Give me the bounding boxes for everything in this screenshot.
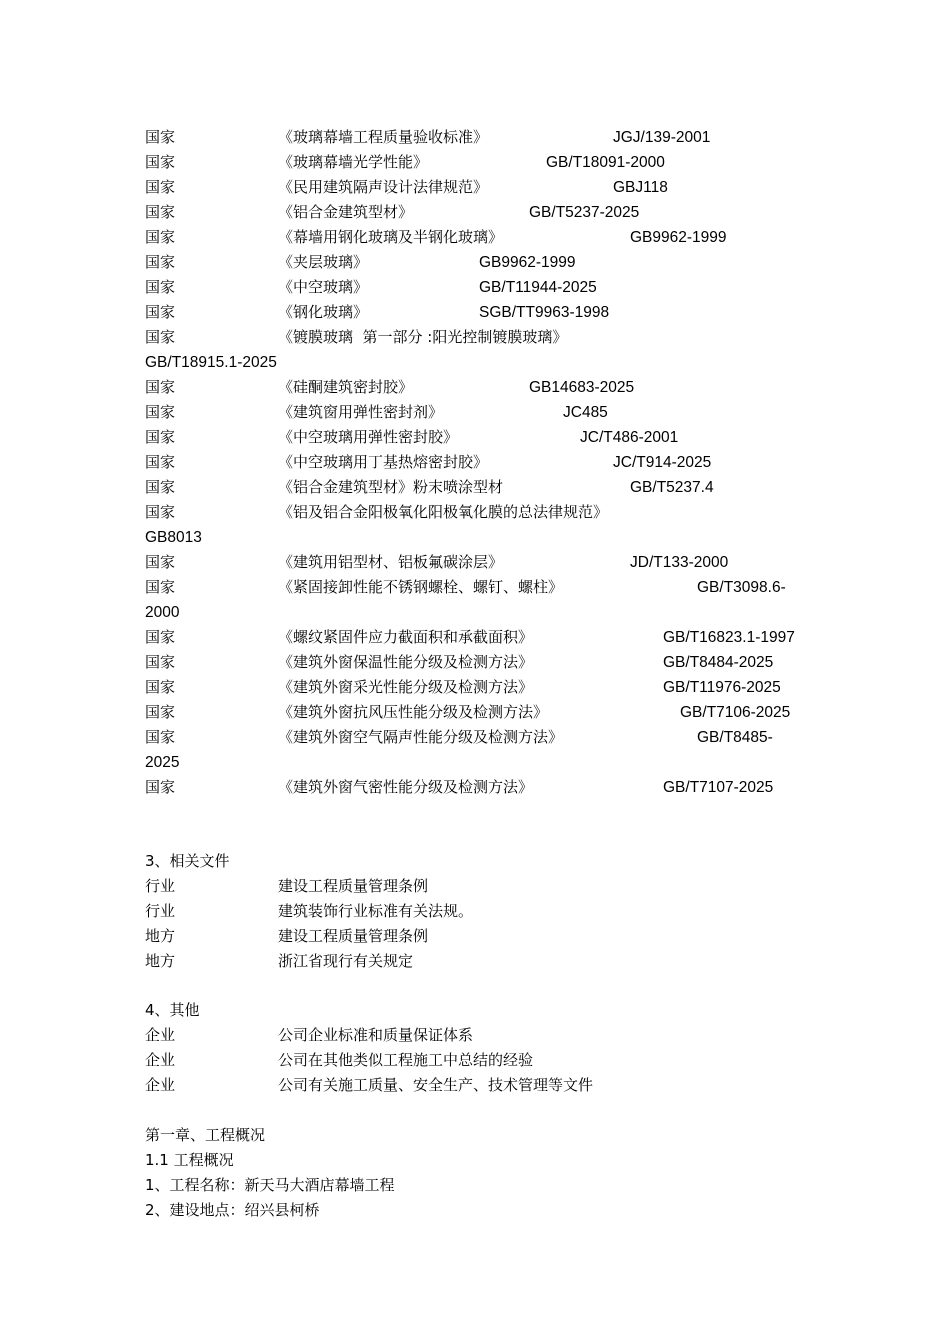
- standard-row: [0, 675, 950, 700]
- standard-title: 《中空玻璃用丁基热熔密封胶》: [278, 453, 489, 471]
- standard-title: 《民用建筑隔声设计法律规范》: [278, 178, 489, 196]
- standard-title: 《钢化玻璃》: [278, 303, 369, 321]
- document-level: 企业: [145, 1051, 176, 1069]
- standard-code: JC/T914-2025: [613, 454, 712, 471]
- standard-title: 《建筑外窗抗风压性能分级及检测方法》: [278, 703, 549, 721]
- section-heading-text: 4、其他: [145, 1001, 200, 1019]
- standard-row: [0, 200, 950, 225]
- standard-code: GB8013: [145, 529, 202, 546]
- document-row: [0, 899, 950, 924]
- section-heading-text: 3、相关文件: [145, 852, 230, 870]
- standard-row-continued: [0, 600, 950, 625]
- project-name: 1、工程名称：新天马大酒店幕墙工程: [145, 1176, 395, 1194]
- document-row: [0, 1048, 950, 1073]
- standard-code: GB14683-2025: [529, 379, 635, 396]
- standard-code: 2025: [145, 754, 180, 771]
- project-location: 2、建设地点：绍兴县柯桥: [145, 1201, 320, 1219]
- standard-row: [0, 175, 950, 200]
- standard-row-continued: [0, 525, 950, 550]
- standard-title: 《铝合金建筑型材》: [278, 203, 414, 221]
- standard-row: [0, 700, 950, 725]
- standard-level: 国家: [145, 653, 176, 671]
- standard-level: 国家: [145, 553, 176, 571]
- standard-code: GB/T5237.4: [630, 479, 714, 496]
- standard-row: [0, 450, 950, 475]
- standard-code: GB/T3098.6-: [697, 579, 786, 596]
- standard-title: 《玻璃幕墙工程质量验收标准》: [278, 128, 489, 146]
- standard-level: 国家: [145, 503, 176, 521]
- standard-level: 国家: [145, 378, 176, 396]
- standard-level: 国家: [145, 678, 176, 696]
- standard-row: [0, 425, 950, 450]
- standard-level: 国家: [145, 303, 176, 321]
- standard-code: GB/T11944-2025: [479, 279, 597, 296]
- standard-code: GB9962-1999: [479, 254, 576, 271]
- document-level: 行业: [145, 902, 176, 920]
- standard-level: 国家: [145, 253, 176, 271]
- document-text: 建设工程质量管理条例: [278, 927, 429, 945]
- standard-row: [0, 300, 950, 325]
- standard-title: 《玻璃幕墙光学性能》: [278, 153, 429, 171]
- document-text: 公司企业标准和质量保证体系: [278, 1026, 474, 1044]
- standard-code: GB/T18915.1-2025: [145, 354, 277, 371]
- standard-level: 国家: [145, 428, 176, 446]
- subsection-heading: 1.1 工程概况: [145, 1151, 234, 1169]
- standard-title: 《建筑外窗气密性能分级及检测方法》: [278, 778, 534, 796]
- standard-level: 国家: [145, 128, 176, 146]
- standard-row: [0, 325, 950, 350]
- standard-row: [0, 475, 950, 500]
- standard-title: 《建筑外窗采光性能分级及检测方法》: [278, 678, 534, 696]
- standard-title: 《硅酮建筑密封胶》: [278, 378, 414, 396]
- standard-level: 国家: [145, 228, 176, 246]
- document-level: 地方: [145, 927, 176, 945]
- standard-row: [0, 125, 950, 150]
- standard-code: GB/T7107-2025: [663, 779, 774, 796]
- standard-row: [0, 500, 950, 525]
- standard-row-continued: [0, 750, 950, 775]
- standard-code: GB/T8485-: [697, 729, 773, 746]
- standard-row: [0, 625, 950, 650]
- standard-row-continued: [0, 350, 950, 375]
- standard-row: [0, 650, 950, 675]
- standard-code: GB/T11976-2025: [663, 679, 781, 696]
- standard-code: GB/T5237-2025: [529, 204, 640, 221]
- standard-row: [0, 275, 950, 300]
- document-row: [0, 1073, 950, 1098]
- standard-code: JC/T486-2001: [580, 429, 679, 446]
- standard-title: 《幕墙用钢化玻璃及半钢化玻璃》: [278, 228, 504, 246]
- standard-title: 《夹层玻璃》: [278, 253, 369, 271]
- document-level: 企业: [145, 1026, 176, 1044]
- chapter-heading: 第一章、工程概况: [145, 1126, 266, 1144]
- standard-code: 2000: [145, 604, 180, 621]
- document-row: [0, 1023, 950, 1048]
- standard-title: 《紧固接卸性能不锈钢螺栓、螺钉、螺柱》: [278, 578, 564, 596]
- section-heading: [0, 849, 950, 874]
- document-level: 行业: [145, 877, 176, 895]
- standard-title: 《建筑用铝型材、铝板氟碳涂层》: [278, 553, 504, 571]
- standard-title: 《镀膜玻璃 第一部分 :阳光控制镀膜玻璃》: [278, 328, 568, 346]
- standard-level: 国家: [145, 628, 176, 646]
- standard-title: 《中空玻璃用弹性密封胶》: [278, 428, 459, 446]
- standard-title: 《螺纹紧固件应力截面积和承截面积》: [278, 628, 534, 646]
- standard-title: 《中空玻璃》: [278, 278, 369, 296]
- standard-row: [0, 375, 950, 400]
- standard-row: [0, 775, 950, 800]
- document-text: 建设工程质量管理条例: [278, 877, 429, 895]
- standard-code: JD/T133-2000: [630, 554, 729, 571]
- standard-level: 国家: [145, 703, 176, 721]
- standard-code: GB9962-1999: [630, 229, 727, 246]
- document-level: 企业: [145, 1076, 176, 1094]
- document-text: 浙江省现行有关规定: [278, 952, 414, 970]
- standard-row: [0, 250, 950, 275]
- standard-level: 国家: [145, 778, 176, 796]
- standard-row: [0, 150, 950, 175]
- standard-row: [0, 400, 950, 425]
- standard-code: JC485: [563, 404, 608, 421]
- standard-row: [0, 725, 950, 750]
- standard-level: 国家: [145, 478, 176, 496]
- document-row: [0, 924, 950, 949]
- standard-row: [0, 550, 950, 575]
- standard-level: 国家: [145, 278, 176, 296]
- standard-title: 《建筑外窗保温性能分级及检测方法》: [278, 653, 534, 671]
- standard-title: 《铝合金建筑型材》粉末喷涂型材: [278, 478, 504, 496]
- section-heading: [0, 998, 950, 1023]
- document-text: 公司在其他类似工程施工中总结的经验: [278, 1051, 534, 1069]
- standard-level: 国家: [145, 328, 176, 346]
- standard-level: 国家: [145, 203, 176, 221]
- standard-title: 《建筑窗用弹性密封剂》: [278, 403, 444, 421]
- standard-title: 《铝及铝合金阳极氧化阳极氧化膜的总法律规范》: [278, 503, 609, 521]
- standard-code: SGB/TT9963-1998: [479, 304, 610, 321]
- standard-level: 国家: [145, 153, 176, 171]
- standard-level: 国家: [145, 578, 176, 596]
- document-row: [0, 949, 950, 974]
- standard-row: [0, 225, 950, 250]
- standard-code: GB/T8484-2025: [663, 654, 774, 671]
- standard-row: [0, 575, 950, 600]
- document-text: 建筑装饰行业标准有关法规。: [278, 902, 474, 920]
- standard-title: 《建筑外窗空气隔声性能分级及检测方法》: [278, 728, 564, 746]
- standard-level: 国家: [145, 453, 176, 471]
- standard-level: 国家: [145, 403, 176, 421]
- standard-code: GB/T18091-2000: [546, 154, 665, 171]
- standard-code: GB/T7106-2025: [680, 704, 791, 721]
- standard-level: 国家: [145, 178, 176, 196]
- standard-code: GBJ118: [613, 179, 668, 196]
- standard-level: 国家: [145, 728, 176, 746]
- standard-code: GB/T16823.1-1997: [663, 629, 795, 646]
- standard-code: JGJ/139-2001: [613, 129, 711, 146]
- document-text: 公司有关施工质量、安全生产、技术管理等文件: [278, 1076, 594, 1094]
- document-level: 地方: [145, 952, 176, 970]
- document-row: [0, 874, 950, 899]
